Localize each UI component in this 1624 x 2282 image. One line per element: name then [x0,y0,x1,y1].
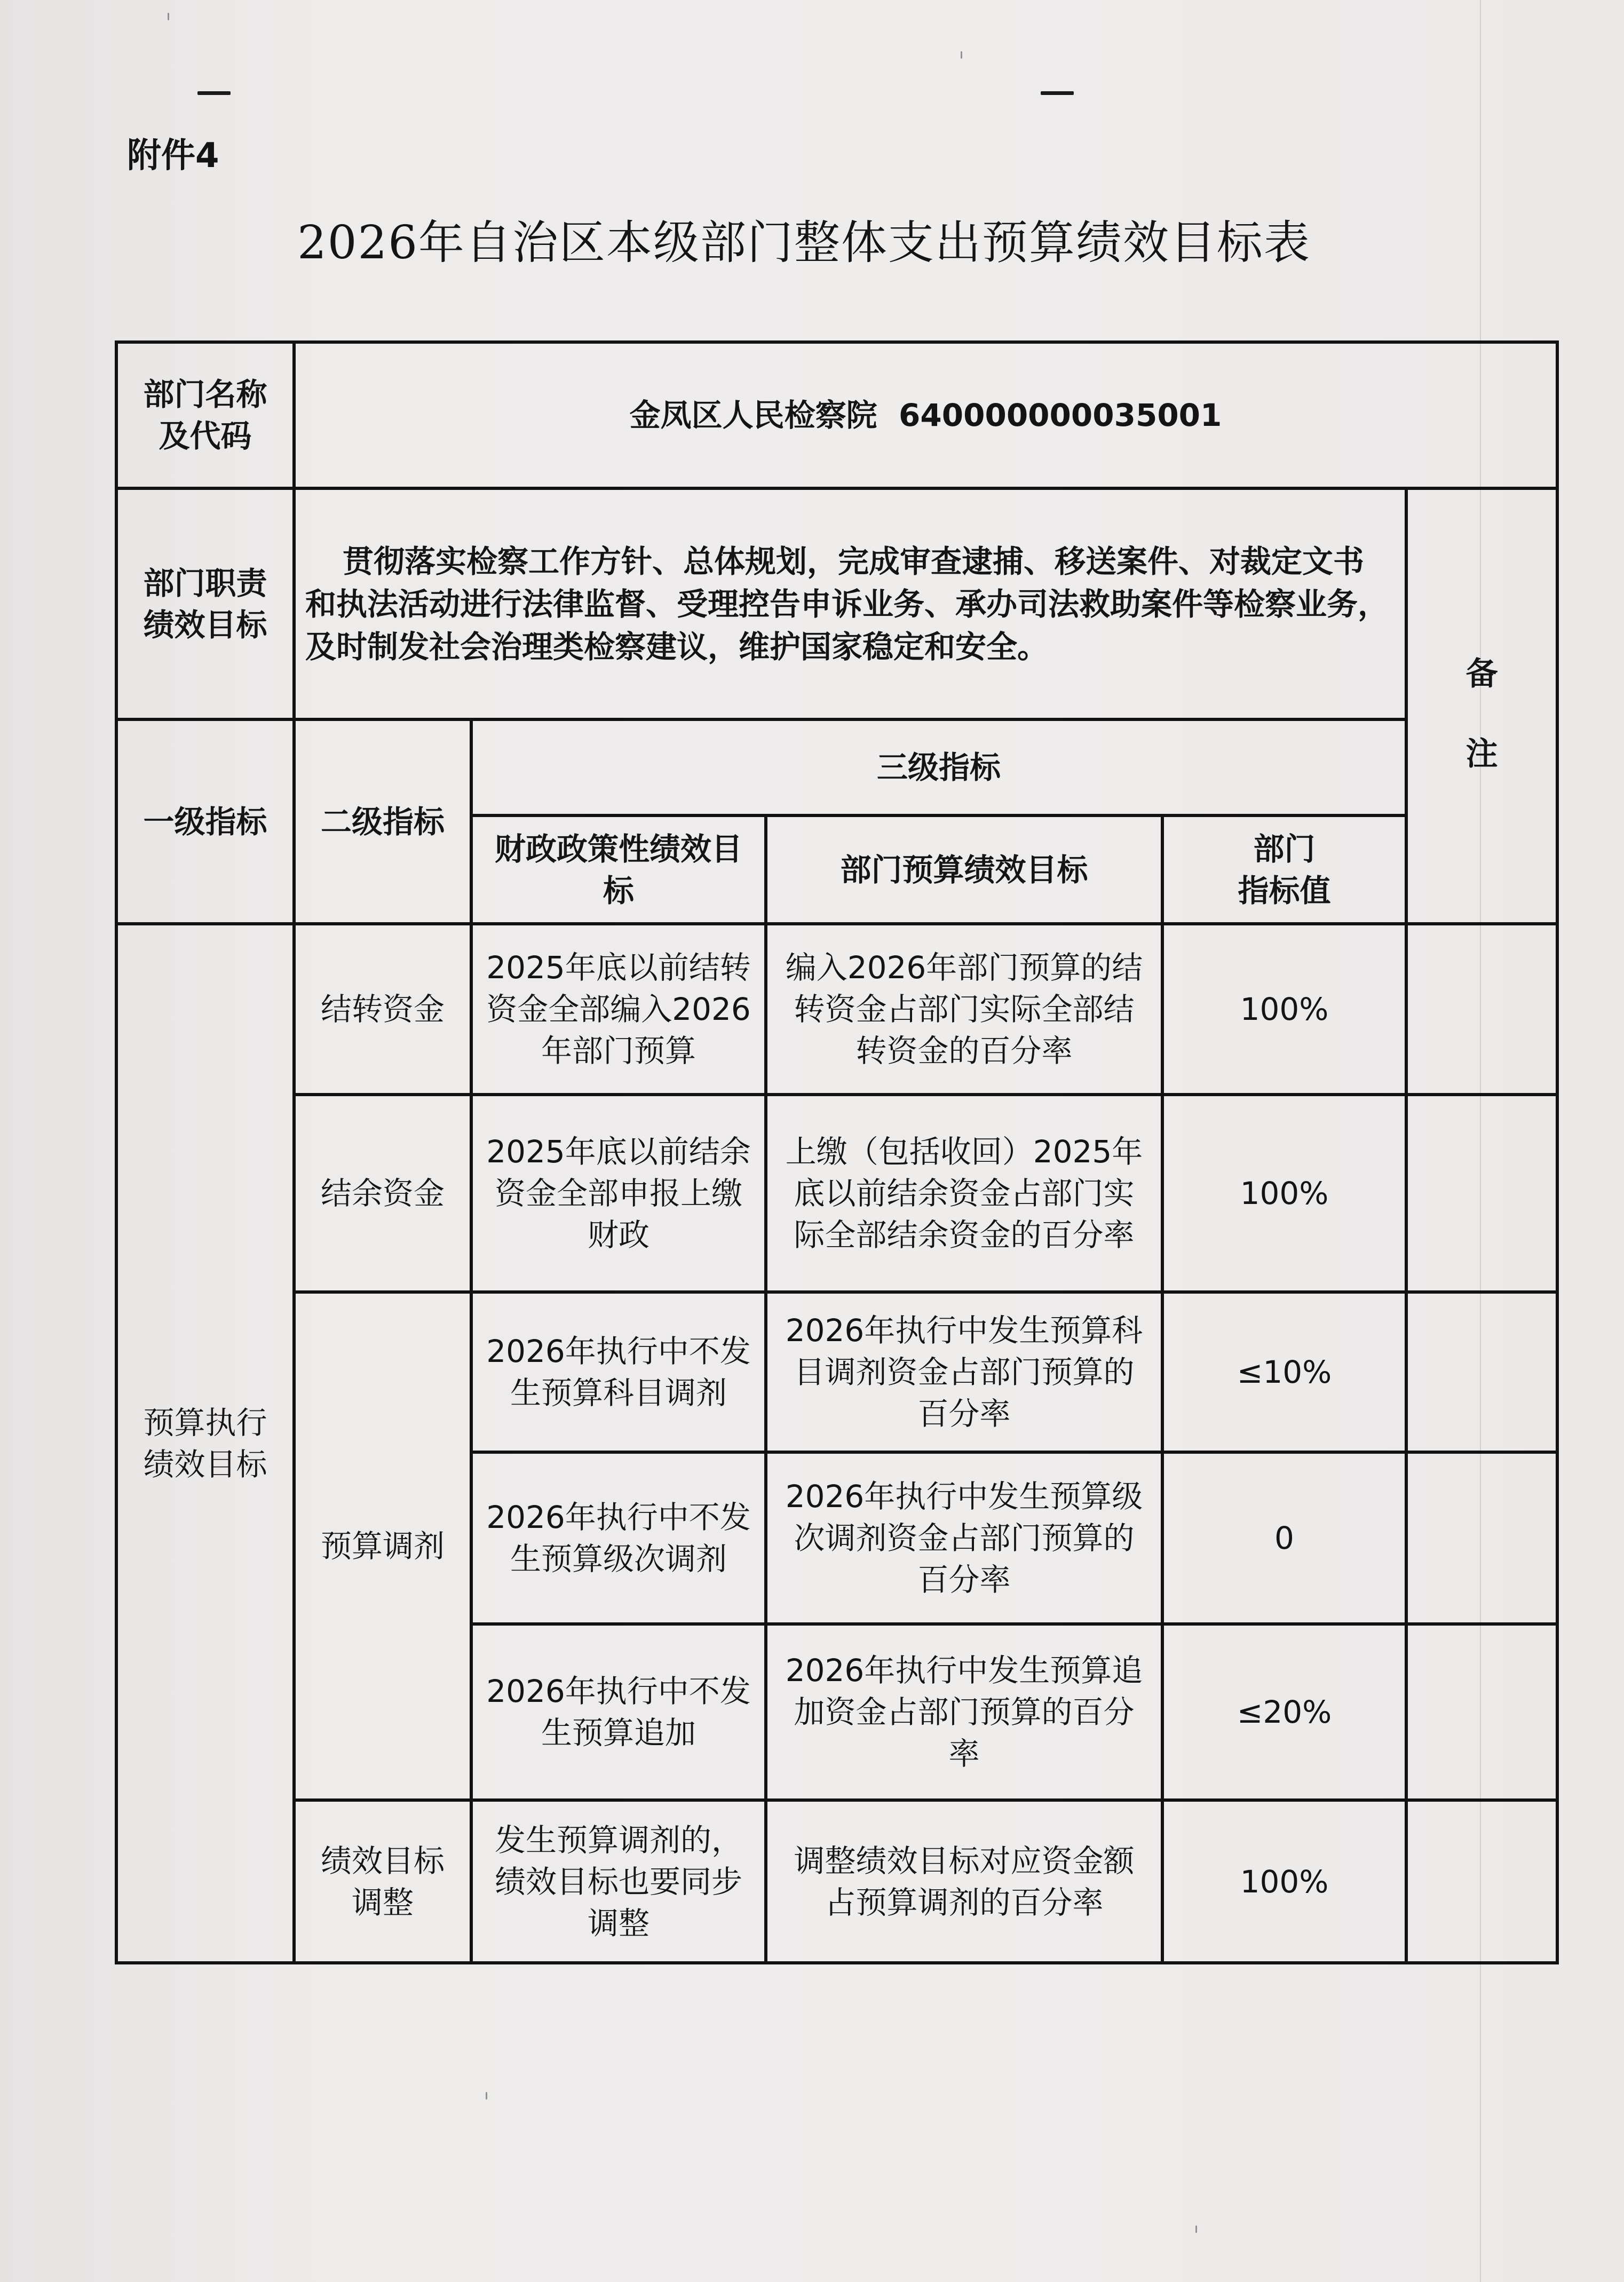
cell-line: 占预算调剂的百分率 [825,1884,1104,1921]
remark-cell [1406,1624,1557,1800]
fiscal-policy-header [471,815,766,924]
department-label-cell [116,342,294,488]
remark-cell [1406,1452,1557,1624]
cell-line: 2026年执行中不发 [486,1673,751,1709]
cell-line: 资金全部编入2026 [486,991,751,1027]
cell-line: 目调剂资金占部门预算的 [794,1354,1135,1390]
level1-header: 一级指标 [116,719,294,924]
scan-speck [168,13,169,20]
cell-line: 百分率 [917,1562,1011,1598]
department-name-code: 金凤区人民检察院 640000000035001 [629,397,1222,433]
indicator-value-cell: ≤20% [1162,1624,1406,1800]
header-line: 部门 [1253,830,1316,867]
cell-line: 率 [948,1736,980,1772]
remark-cell [1406,924,1557,1095]
duty-text-cell: 贯彻落实检察工作方针、总体规划，完成审查逮捕、移送案件、对裁定文书和执法活动进行法律监督、受理控告申诉业务、承办司法救助案件等检察业务，及时制发社会治理类检察建议，维护国家稳定和安全。 [294,488,1406,719]
fiscal-goal-cell [471,1800,766,1963]
indicator-value-cell: 100% [1162,1800,1406,1963]
header-line: 指标值 [1238,872,1331,909]
remark-header-char: 备 [1465,655,1498,693]
scan-mark-left [197,91,231,95]
level2-line: 绩效目标 [320,1842,445,1879]
cell-line: 2026年执行中发生预算级 [785,1478,1143,1515]
department-value-cell [294,342,1557,488]
indicator-value-cell: 100% [1162,924,1406,1095]
cell-line: 2026年执行中不发 [486,1499,751,1535]
fiscal-goal-cell [471,1624,766,1800]
dept-goal-cell [766,1452,1162,1624]
level2-cell [294,1800,471,1963]
level1-line: 预算执行 [143,1404,267,1441]
dept-goal-cell [766,924,1162,1095]
remark-cell [1406,1095,1557,1292]
dept-goal-cell [766,1800,1162,1963]
table-row [116,1800,1557,1963]
remark-cell [1406,1292,1557,1452]
scan-speck [961,51,962,59]
cell-line: 上缴（包括收回）2025年 [785,1134,1143,1170]
fiscal-goal-cell [471,1452,766,1624]
dept-value-header [1162,815,1406,924]
cell-line: 次调剂资金占部门预算的 [794,1520,1135,1556]
cell-line: 生预算科目调剂 [510,1375,727,1411]
cell-line: 2026年执行中发生预算科 [785,1312,1143,1349]
dept-goal-cell [766,1095,1162,1292]
level2-cell [294,1095,471,1292]
department-label-line: 及代码 [159,418,252,454]
table-row [116,1292,1557,1452]
document-title-text: 2026年自治区本级部门整体支出预算绩效目标表 [297,216,1311,270]
remark-header-char: 注 [1465,735,1498,773]
indicator-value-cell: ≤10% [1162,1292,1406,1452]
level2-cell [294,924,471,1095]
cell-line: 际全部结余资金的百分率 [794,1217,1135,1253]
cell-line: 转资金的百分率 [855,1033,1073,1069]
attachment-label: 附件4 [127,136,219,176]
remark-header-cell [1406,488,1557,924]
level2-header: 二级指标 [294,719,471,924]
header-row-1 [116,719,1557,815]
duty-row [116,488,1557,719]
level3-header: 三级指标 [471,719,1406,815]
cell-line: 资金全部申报上缴 [494,1175,742,1211]
cell-line: 底以前结余资金占部门实 [794,1175,1135,1211]
level1-line: 绩效目标 [143,1446,267,1483]
dept-goal-cell [766,1292,1162,1452]
cell-line: 2026年执行中发生预算追 [785,1652,1143,1689]
table-row [116,1095,1557,1292]
level2-line: 调整 [351,1884,414,1921]
cell-line: 2025年底以前结转 [486,949,751,986]
scan-speck [1195,2225,1197,2233]
cell-line: 百分率 [917,1396,1011,1432]
indicator-value-cell: 100% [1162,1095,1406,1292]
cell-line: 年部门预算 [541,1033,696,1069]
dept-goal-cell [766,1624,1162,1800]
document-title [0,205,1624,272]
level2-line: 预算调剂 [320,1528,445,1564]
fiscal-goal-cell [471,1095,766,1292]
remark-cell [1406,1800,1557,1963]
department-label-line: 部门名称 [143,376,267,413]
cell-line: 生预算追加 [541,1715,696,1751]
cell-line: 2025年底以前结余 [486,1134,751,1170]
level2-line: 结转资金 [320,991,445,1027]
indicator-value-cell: 0 [1162,1452,1406,1624]
fiscal-goal-cell [471,924,766,1095]
fiscal-goal-cell [471,1292,766,1452]
cell-line: 调整 [587,1905,649,1942]
level2-line: 结余资金 [320,1175,445,1211]
cell-line: 2026年执行中不发 [486,1333,751,1369]
cell-line: 编入2026年部门预算的结 [785,949,1143,986]
cell-line: 转资金占部门实际全部结 [794,991,1135,1027]
cell-line: 财政 [587,1217,649,1253]
scan-speck [486,2092,487,2099]
cell-line: 发生预算调剂的， [494,1821,742,1858]
level2-cell [294,1292,471,1800]
cell-line: 绩效目标也要同步 [494,1863,742,1900]
scan-mark-right [1041,91,1074,95]
duty-label-line: 部门职责 [143,565,267,601]
department-row [116,342,1557,488]
cell-line: 调整绩效目标对应资金额 [794,1842,1135,1879]
performance-goal-table [115,340,1559,1964]
table-row [116,924,1557,1095]
cell-line: 加资金占部门预算的百分 [794,1694,1135,1730]
cell-line: 生预算级次调剂 [510,1541,727,1577]
level1-cell [116,924,294,1963]
duty-label-cell [116,488,294,719]
dept-budget-goal-header: 部门预算绩效目标 [766,815,1162,924]
header-line: 标 [603,872,634,909]
header-line: 财政政策性绩效目 [494,830,742,867]
duty-label-line: 绩效目标 [143,606,267,643]
